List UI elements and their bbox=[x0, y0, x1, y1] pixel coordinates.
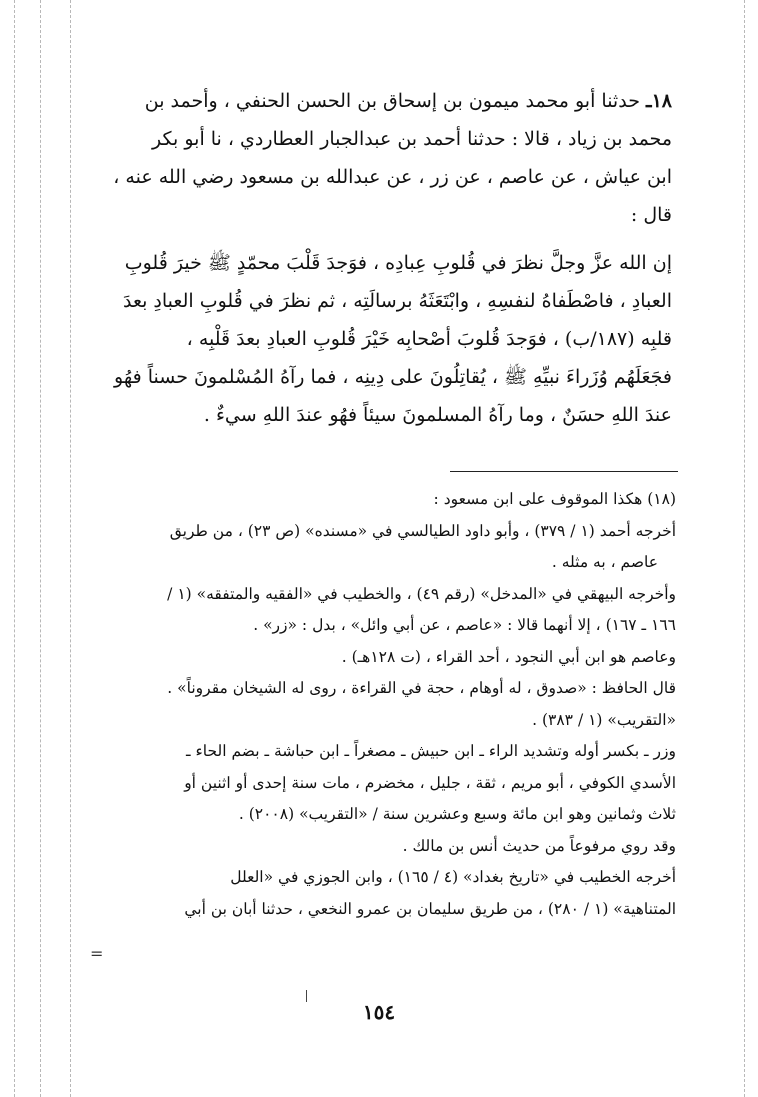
footnote-line: أخرجه الخطيب في «تاريخ بغداد» (٤ / ١٦٥) ، وابن الجوزي في «العلل bbox=[230, 868, 676, 886]
hadith-line: إن الله عزَّ وجلَّ نظرَ في قُلوبِ عِبادِه ، فوَجدَ قَلْبَ محمّدٍ ﷺ خيرَ قُلوبِ bbox=[124, 252, 672, 274]
scan-margin-line bbox=[40, 0, 41, 1097]
hadith-line: قلبِه (١٨٧/ب) ، فوَجدَ قُلوبَ أصْحابِه خَيْرَ قُلوبِ العبادِ بعدَ قَلْبِه ، bbox=[186, 328, 672, 350]
footnote-line: ثلاث وثمانين وهو ابن مائة وسبع وعشرين سنة / «التقريب» (٢٠٠٨) . bbox=[238, 805, 676, 823]
hadith-line: ابن عياش ، عن عاصم ، عن زر ، عن عبدالله بن مسعود رضي الله عنه ، bbox=[113, 166, 672, 188]
footnotes bbox=[86, 484, 676, 925]
footnote-line: ١٦٦ ـ ١٦٧) ، إلا أنهما قالا : «عاصم ، عن أبي وائل» ، بدل : «زر» . bbox=[253, 616, 676, 634]
footnote-line: «التقريب» (١ / ٣٨٣) . bbox=[532, 710, 676, 729]
footnote-line: أخرجه أحمد (١ / ٣٧٩) ، وأبو داود الطيالسي في «مسنده» (ص ٢٣) ، من طريق bbox=[169, 521, 676, 540]
hadith-line: عندَ اللهِ حسَنٌ ، وما رآهُ المسلمونَ سيئاً فهُو عندَ اللهِ سيءٌ . bbox=[203, 404, 672, 426]
footnote-line: وأخرجه البيهقي في «المدخل» (رقم ٤٩) ، والخطيب في «الفقيه والمتفقه» (١ / bbox=[167, 584, 676, 603]
scan-margin-line bbox=[70, 0, 71, 1097]
page-number: ١٥٤ bbox=[362, 1000, 396, 1024]
hadith-line: محمد بن زياد ، قالا : حدثنا أحمد بن عبدالجبار العطاردي ، نا أبو بكر bbox=[152, 128, 672, 150]
hadith-line: العبادِ ، فاصْطَفاهُ لنفسِهِ ، وابْتَعَثَهُ برسالَتِه ، ثم نظرَ في قُلوبِ العبادِ بعدَ bbox=[122, 290, 672, 312]
continuation-mark: = bbox=[90, 944, 104, 963]
scan-margin-line bbox=[744, 0, 745, 1097]
footnote-line: عاصم ، به مثله . bbox=[551, 553, 658, 571]
hadith-text bbox=[86, 82, 672, 434]
footnote-line: الأسدي الكوفي ، أبو مريم ، ثقة ، جليل ، مخضرم ، مات سنة إحدى أو اثنين أو bbox=[184, 773, 676, 792]
footnote-line: وقد روي مرفوعاً من حديث أنس بن مالك . bbox=[402, 836, 676, 855]
hadith-number: ١٨ـ bbox=[646, 90, 672, 112]
hadith-line: ١٨ـ حدثنا أبو محمد ميمون بن إسحاق بن الحسن الحنفي ، وأحمد بن bbox=[144, 90, 672, 112]
footnote-line: (١٨) هكذا الموقوف على ابن مسعود : bbox=[433, 490, 676, 508]
scan-margin-line bbox=[14, 0, 15, 1097]
footnote-line: وعاصم هو ابن أبي النجود ، أحد القراء ، (ت ١٢٨هـ) . bbox=[341, 647, 676, 666]
hadith-line: قال : bbox=[630, 204, 672, 226]
footnote-line: المتناهية» (١ / ٢٨٠) ، من طريق سليمان بن عمرو النخعي ، حدثنا أبان بن أبي bbox=[184, 899, 676, 918]
footnote-separator bbox=[450, 471, 678, 472]
footnote-line: قال الحافظ : «صدوق ، له أوهام ، حجة في القراءة ، روى له الشيخان مقروناً» . bbox=[167, 679, 676, 697]
hadith-line: فجَعَلَهُم وُزَراءَ نبيِّهِ ﷺ ، يُقاتِلُونَ على دِينِه ، فما رآهُ المُسْلمونَ حسناً فهُو bbox=[114, 366, 672, 388]
footnote-line: وزر ـ بكسر أوله وتشديد الراء ـ ابن حبيش ـ مصغراً ـ ابن حباشة ـ بضم الحاء ـ bbox=[186, 742, 676, 760]
